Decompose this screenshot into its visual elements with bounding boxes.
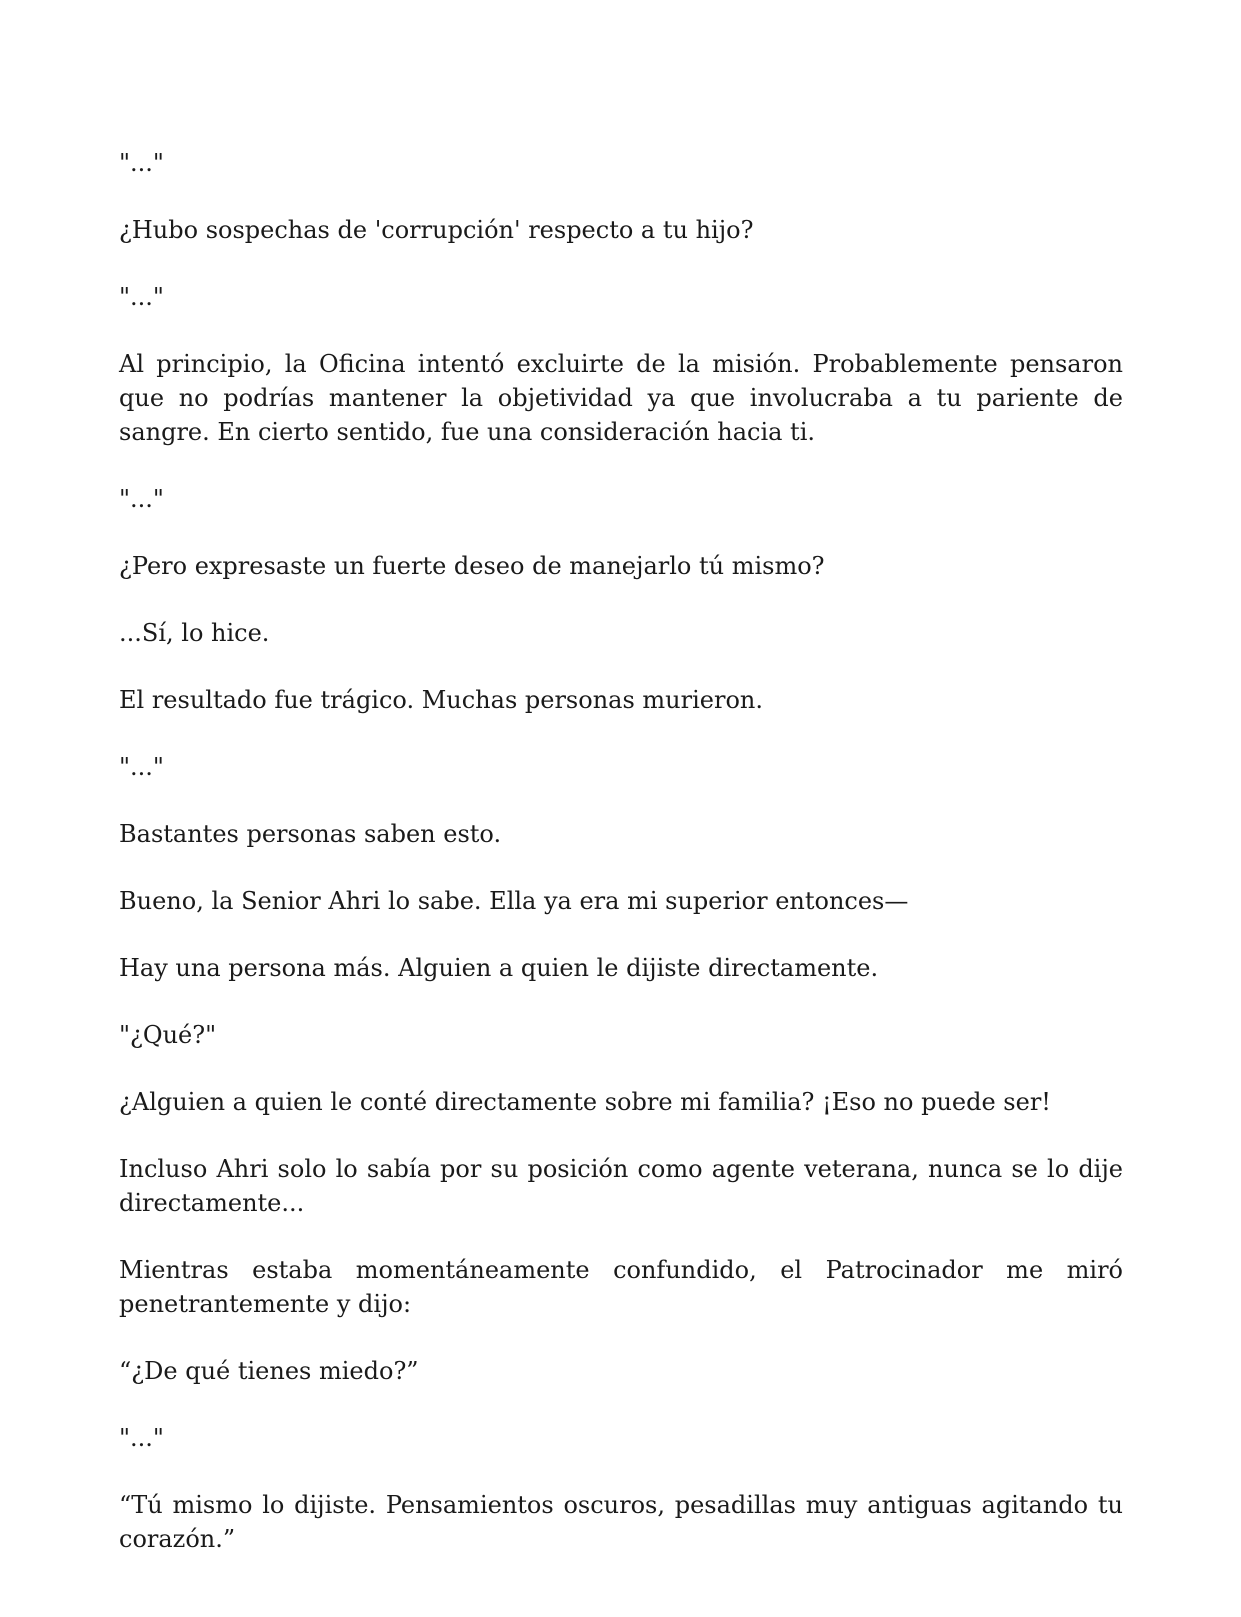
- paragraph-ellipsis: "...": [119, 485, 164, 513]
- paragraph: Bueno, la Senior Ahri lo sabe. Ella ya era mi superior entonces—: [119, 887, 909, 915]
- paragraph: Hay una persona más. Alguien a quien le dijiste directamente.: [119, 954, 879, 982]
- paragraph-ellipsis: "...": [119, 1424, 164, 1452]
- paragraph: ¿Alguien a quien le conté directamente sobre mi familia? ¡Eso no puede ser!: [119, 1088, 1051, 1116]
- paragraph: ...Sí, lo hice.: [119, 619, 270, 647]
- paragraph: “Tú mismo lo dijiste. Pensamientos oscuros, pesadillas muy antiguas agitando tu corazón.”: [119, 1491, 1123, 1553]
- paragraph-ellipsis: "...": [119, 149, 164, 177]
- document-body: [119, 146, 1123, 1589]
- paragraph: ¿Hubo sospechas de 'corrupción' respecto a tu hijo?: [119, 216, 754, 244]
- paragraph-ellipsis: "...": [119, 753, 164, 781]
- paragraph: Incluso Ahri solo lo sabía por su posición como agente veterana, nunca se lo dije directamente...: [119, 1155, 1123, 1217]
- paragraph: ¿Pero expresaste un fuerte deseo de manejarlo tú mismo?: [119, 552, 825, 580]
- paragraph: El resultado fue trágico. Muchas personas murieron.: [119, 686, 763, 714]
- paragraph: “¿De qué tienes miedo?”: [119, 1357, 419, 1385]
- paragraph: "¿Qué?": [119, 1021, 217, 1049]
- paragraph: Bastantes personas saben esto.: [119, 820, 502, 848]
- paragraph-ellipsis: "...": [119, 283, 164, 311]
- paragraph: Mientras estaba momentáneamente confundido, el Patrocinador me miró penetrantemente y dijo:: [119, 1256, 1123, 1318]
- paragraph: Al principio, la Oficina intentó excluirte de la misión. Probablemente pensaron que no podrías mantener la objetividad ya que involucraba a tu pariente de sangre. En cierto sentido, fue una consideración hacia ti.: [119, 350, 1123, 446]
